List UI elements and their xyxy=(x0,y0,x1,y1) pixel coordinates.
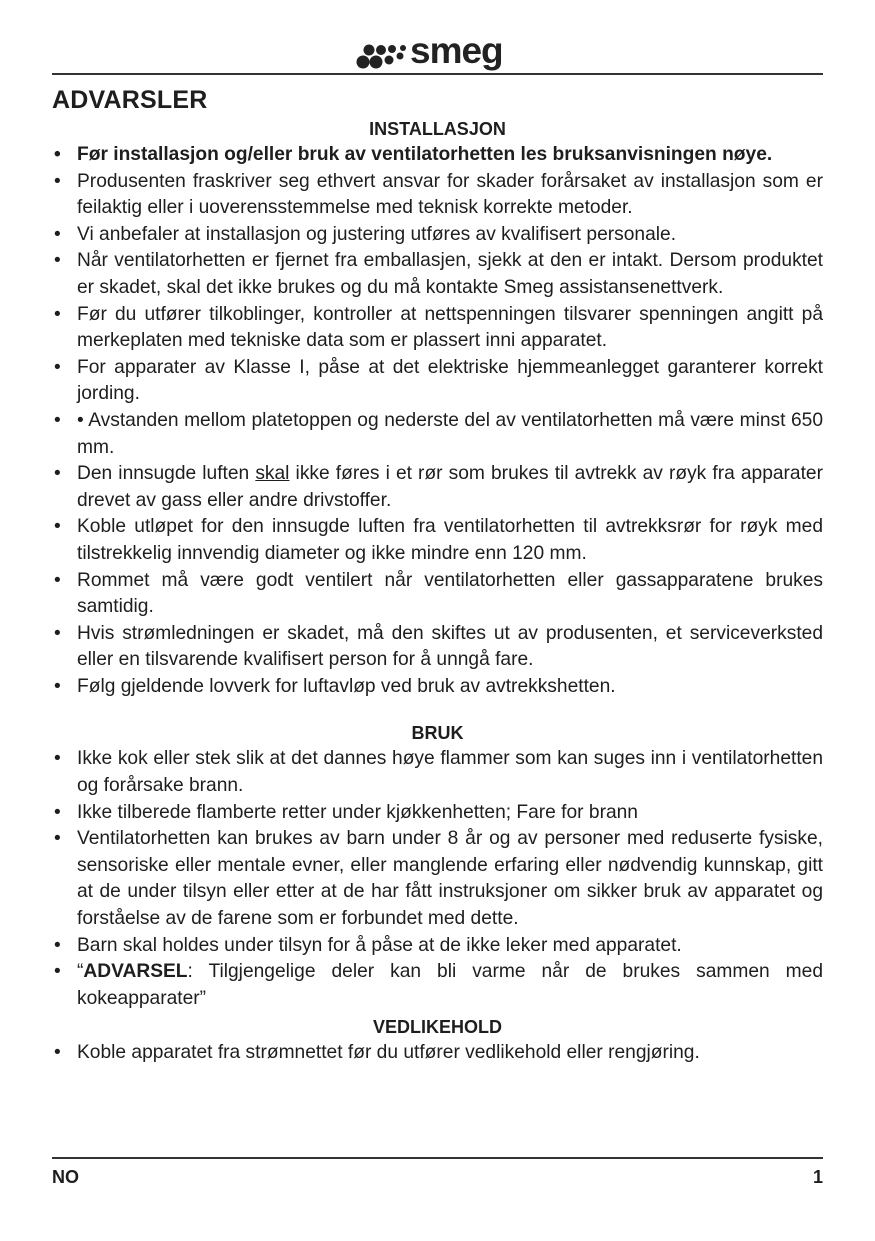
list-item: • Vi anbefaler at installasjon og justering utføres av kvalifisert personale. xyxy=(52,222,823,249)
list-item xyxy=(52,461,823,514)
list-item: • Når ventilatorhetten er fjernet fra emballasjen, sjekk at den er intakt. Dersom produktet er skadet, skal det ikke brukes og du må kontakte Smeg assistansenettverk. xyxy=(52,248,823,301)
list-item: • Ventilatorhetten kan brukes av barn under 8 år og av personer med reduserte fysiske, sensoriske eller mentale evner, eller manglende erfaring eller nødvendig kunnskap, gitt at de under tilsyn eller etter at de har fått instruksjoner om sikker bruk av apparatet og forståelse av de farene som er forbundet med dette. xyxy=(52,826,823,932)
warning-label: ADVARSEL xyxy=(83,961,188,983)
section-heading-vedlikehold: VEDLIKEHOLD xyxy=(372,1017,502,1038)
section-heading-bruk: BRUK xyxy=(411,723,464,744)
underlined-word: skal xyxy=(255,463,290,485)
bruk-list xyxy=(52,746,823,1012)
list-item: • Produsenten fraskriver seg ethvert ansvar for skader forårsaket av installasjon som er feilaktig eller i uoverensstemmelse med teknisk korrekte metoder. xyxy=(52,169,823,222)
text-segment: ikke føres i et rør som brukes til avtrekk av røyk fra apparater drevet av gass eller andre drivstoffer. xyxy=(77,463,823,511)
list-item: • Ikke tilberede flamberte retter under kjøkkenhetten; Fare for brann xyxy=(52,800,823,827)
list-item: • • Avstanden mellom platetoppen og nederste del av ventilatorhetten må være minst 650 mm. xyxy=(52,408,823,461)
list-item: • Koble utløpet for den innsugde luften fra ventilatorhetten til avtrekksrør for røyk med tilstrekkelig innvendig diameter og ikke mindre enn 120 mm. xyxy=(52,514,823,567)
footer-language-code: NO xyxy=(52,1167,79,1187)
vedlikehold-list xyxy=(52,1040,823,1067)
list-item: • Ikke kok eller stek slik at det dannes høye flammer som kan suges inn i ventilatorhetten og forårsake brann. xyxy=(52,746,823,799)
footer-divider xyxy=(52,1157,823,1159)
list-item: • Følg gjeldende lovverk for luftavløp ved bruk av avtrekkshetten. xyxy=(52,674,823,701)
document-body xyxy=(52,116,823,1067)
section-heading-installasjon: INSTALLASJON xyxy=(369,119,506,139)
brand-name: smeg xyxy=(410,29,503,71)
brand-logo xyxy=(356,29,503,72)
smeg-dots-logo-icon xyxy=(356,36,408,70)
page-number: 1 xyxy=(812,1167,823,1187)
list-item: • Før du utfører tilkoblinger, kontroller at nettspenningen tilsvarer spenningen angitt på merkeplaten med tekniske data som er plassert inni apparatet. xyxy=(52,302,823,355)
warning-text: : Tilgjengelige deler kan bli varme når de brukes sammen med kokeapparater” xyxy=(77,961,823,1009)
page-title: ADVARSLER xyxy=(52,86,208,114)
list-item: • For apparater av Klasse I, påse at det elektriske hjemmeanlegget garanterer korrekt jording. xyxy=(52,355,823,408)
list-item: • Rommet må være godt ventilert når ventilatorhetten eller gassapparatene brukes samtidig. xyxy=(52,568,823,621)
quote-mark: “ xyxy=(77,961,84,983)
installasjon-list xyxy=(52,142,823,700)
list-item: • Før installasjon og/eller bruk av ventilatorhetten les bruksanvisningen nøye. xyxy=(52,142,823,169)
list-item: • Barn skal holdes under tilsyn for å påse at de ikke leker med apparatet. xyxy=(52,933,823,960)
text-segment: Den innsugde luften xyxy=(77,463,256,485)
list-item: • Hvis strømledningen er skadet, må den skiftes ut av produsenten, et serviceverksted eller en tilsvarende kvalifisert person for å unngå fare. xyxy=(52,621,823,674)
list-item xyxy=(52,959,823,1012)
list-item: • Koble apparatet fra strømnettet før du utfører vedlikehold eller rengjøring. xyxy=(52,1040,823,1067)
header-divider xyxy=(52,73,823,75)
